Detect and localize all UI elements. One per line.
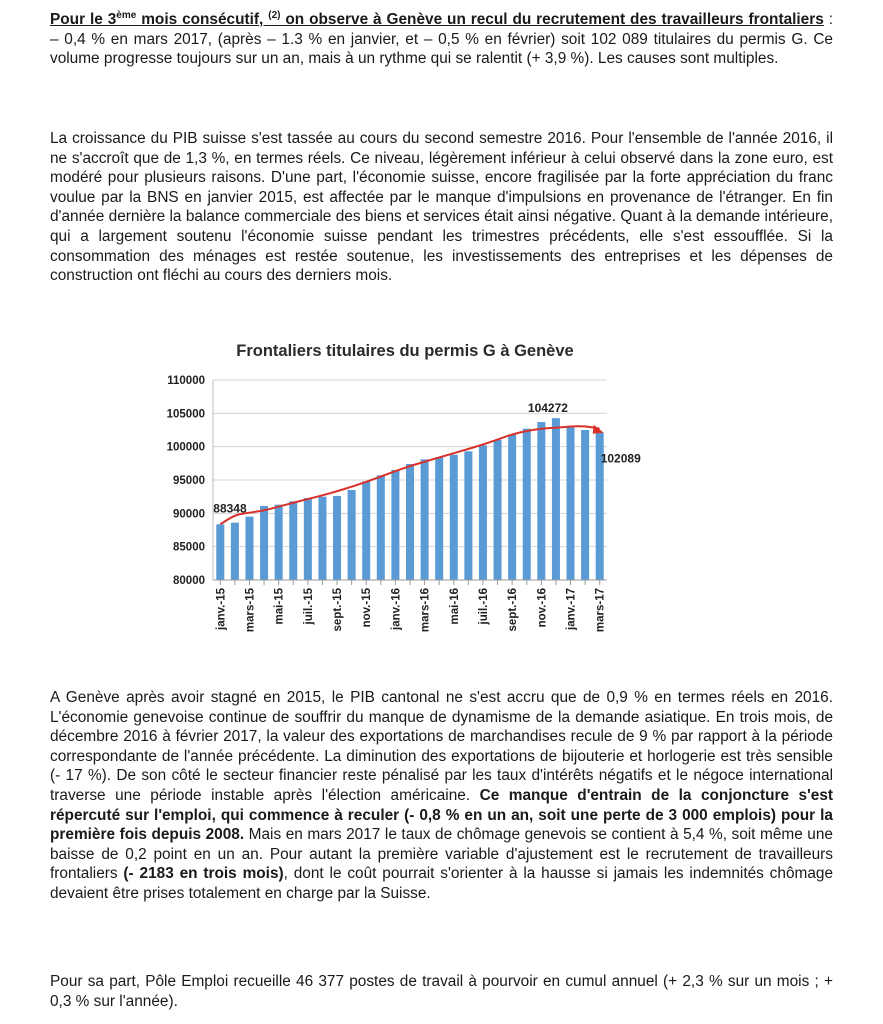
intro-paragraph	[50, 10, 833, 69]
bar	[275, 505, 283, 580]
y-tick-label: 110000	[167, 375, 205, 387]
y-tick-label: 80000	[173, 575, 205, 587]
bar	[450, 455, 458, 580]
y-tick-label: 100000	[166, 441, 205, 454]
swiss-gdp-paragraph: La croissance du PIB suisse s'est tassée au cours du second semestre 2016. Pour l'ensemble de l'année 2016, il ne s'accroît que de 1,3 %, en termes réels. Ce niveau, légèrement inférieur à celui observé dans la zone euro, est modéré pour plusieurs raisons. D'une part, l'économie suisse, encore fragilisée par la forte appréciation du franc voulue par la BNS en janvier 2015, est affectée par le manque d'impulsions en provenance de l'étranger. En fin d'année dernière la balance commerciale des biens et services était ainsi négative. Quant à la demande intérieure, qui a largement soutenu l'économie suisse pendant les trimestres précédents, elle s'est essoufflée. Si la consommation des ménages est restée soutenue, les investissements des entreprises et les dépenses de construction ont fléchi au cours des derniers mois.	[50, 130, 833, 285]
bar	[318, 497, 326, 580]
bar	[260, 506, 268, 580]
lead-sentence	[50, 11, 824, 28]
x-tick-label: sept.-16	[507, 588, 520, 632]
bar	[581, 430, 589, 580]
employment-highlight: Ce manque d'entrain de la conjoncture s'est répercuté sur l'emploi, qui commence à reculer (- 0,8 % en un an, soit une perte de 3 000 emplois) pour la première fois depuis 2008.	[50, 786, 834, 844]
x-tick-label: mai-16	[448, 588, 461, 625]
chart-y-axis	[167, 375, 213, 587]
x-tick-label: juil.-16	[477, 588, 490, 625]
lead-text-c: on observe à Genève un recul du recrutement des travailleurs frontaliers	[280, 11, 824, 28]
bar	[435, 457, 443, 580]
bar	[552, 418, 560, 580]
bar	[494, 440, 502, 580]
recruitment-highlight: (- 2183 en trois mois)	[123, 865, 284, 883]
bar	[391, 470, 399, 580]
bar	[216, 524, 224, 580]
bar	[508, 435, 516, 580]
x-tick-label: juil.-15	[302, 588, 315, 625]
bar	[406, 464, 414, 580]
bar	[333, 496, 341, 580]
intro-rest: : – 0,4 % en mars 2017, (après – 1.3 % en janvier, et – 0,5 % en février) soit 102 089 titulaires du permis G. Ce volume progresse toujours sur un an, mais à un rythme qui se ralentit (+ 3,9 %). Les causes sont multiples.	[50, 11, 833, 68]
data-label: 88348	[213, 501, 247, 516]
y-tick-label: 85000	[173, 541, 205, 554]
x-tick-label: mai-15	[273, 588, 286, 625]
bar	[464, 451, 472, 580]
y-tick-label: 90000	[173, 508, 205, 521]
data-label: 102089	[600, 451, 641, 466]
bar	[537, 422, 545, 580]
bar	[245, 517, 253, 580]
bar	[479, 445, 487, 580]
x-tick-label: mars-15	[244, 588, 257, 633]
x-tick-label: janv.-17	[565, 588, 578, 630]
y-tick-label: 95000	[173, 475, 205, 487]
geneva-text-3: , dont le coût pourrait s'orienter à la hausse si jamais les indemnités chômage devaient être prises totalement en charge par la Suisse.	[50, 865, 833, 902]
data-label: 104272	[527, 401, 568, 416]
bar	[231, 523, 239, 580]
bar	[523, 429, 531, 580]
x-tick-label: nov.-16	[536, 588, 549, 628]
x-tick-label: nov.-15	[361, 588, 374, 628]
frontaliers-chart	[145, 330, 665, 670]
chart-title: Frontaliers titulaires du permis G à Genève	[236, 342, 574, 360]
geneva-text-1: A Genève après avoir stagné en 2015, le PIB cantonal ne s'est accru que de 0,9 % en termes réels en 2016. L'économie genevoise continue de souffrir du manque de dynamisme de la demande asiatique. En trois mois, de décembre 2016 à février 2017, la valeur des exportations de marchandises recule de 9 % par rapport à la période correspondante de l'année précédente. La diminution des exportations de bijouterie et horlogerie est très sensible (- 17 %). De son côté le secteur financier reste pénalisé par les taux d'intérêts négatifs et le négoce international traverse une période instable après l'élection américaine.	[50, 689, 833, 804]
lead-text-b: mois consécutif,	[136, 11, 269, 28]
bar	[567, 427, 575, 580]
x-tick-label: sept.-15	[332, 588, 345, 632]
bar	[348, 490, 356, 580]
bar	[289, 501, 297, 580]
footnote-reference: (2)	[268, 9, 281, 21]
trend-arrowhead	[593, 425, 604, 434]
pole-emploi-paragraph: Pour sa part, Pôle Emploi recueille 46 377 postes de travail à pourvoir en cumul annuel (+ 2,3 % sur un mois ; + 0,3 % sur l'année).	[50, 973, 833, 1010]
bar	[421, 459, 429, 580]
lead-superscript-ordinal: ème	[116, 9, 137, 21]
lead-text-a: Pour le 3	[50, 11, 117, 28]
x-tick-label: janv.-16	[390, 588, 403, 630]
x-tick-label: mars-17	[594, 588, 607, 633]
bar	[362, 481, 370, 580]
chart-bars	[216, 418, 603, 580]
geneva-economy-paragraph	[50, 688, 833, 904]
bar	[377, 475, 385, 580]
bar	[304, 498, 312, 580]
x-tick-label: mars-16	[419, 588, 432, 633]
geneva-text-2: Mais en mars 2017 le taux de chômage genevois se contient à 5,4 %, soit même une baisse de 0,2 point en un an. Pour autant la première variable d'ajustement est le recrutement de travailleurs frontaliers	[50, 826, 833, 883]
chart-x-axis	[213, 580, 607, 632]
chart-canvas	[145, 330, 665, 670]
x-tick-label: janv.-15	[215, 588, 228, 630]
y-tick-label: 105000	[166, 408, 205, 421]
